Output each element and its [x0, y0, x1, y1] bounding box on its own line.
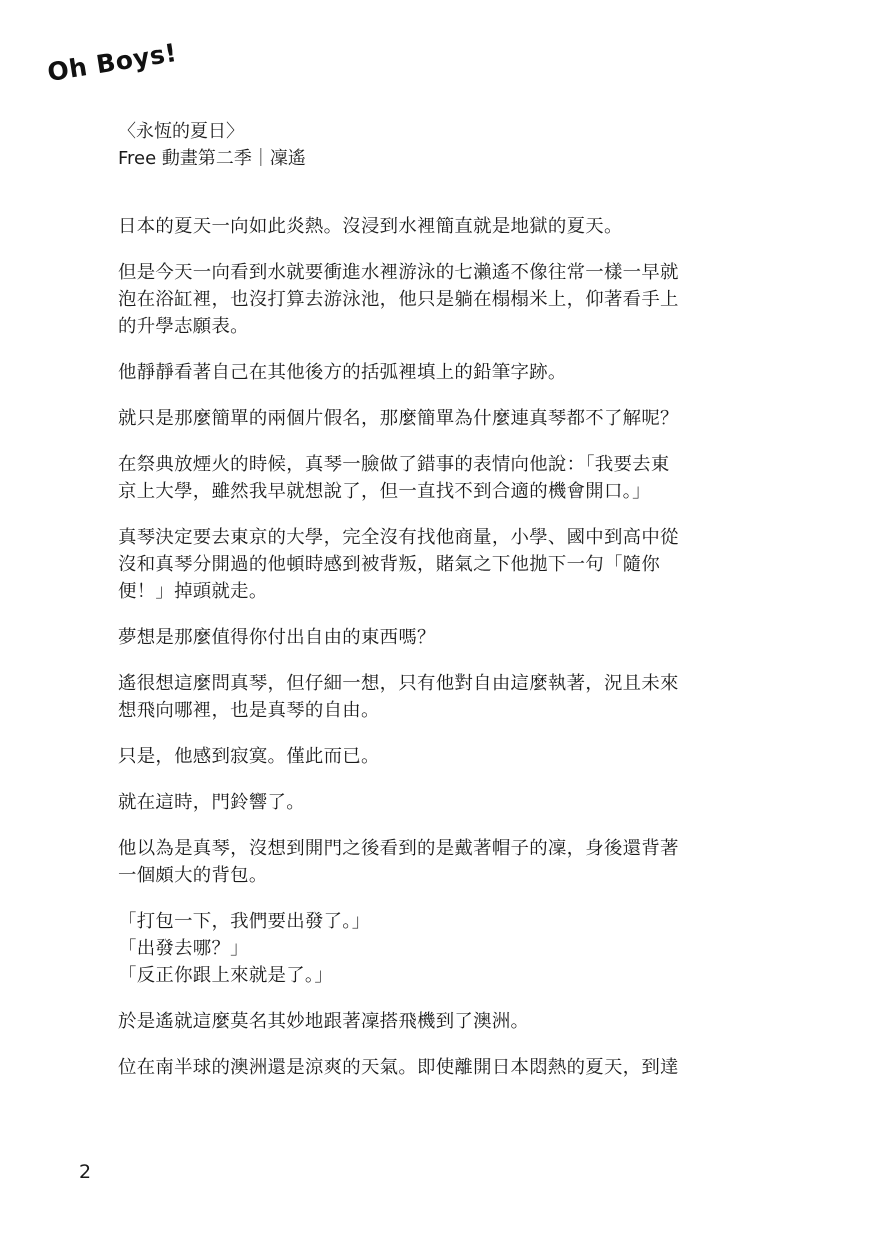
paragraph-line: 真琴決定要去東京的大學，完全沒有找他商量，小學、國中到高中從 — [118, 527, 679, 548]
paragraph-line: 「打包一下，我們要出發了。」 — [118, 911, 371, 932]
story-header — [118, 118, 306, 172]
paragraph-line: 日本的夏天一向如此炎熱。沒浸到水裡簡直就是地獄的夏天。 — [118, 216, 623, 237]
paragraph-line: 就只是那麼簡單的兩個片假名，那麼簡單為什麼連真琴都不了解呢？ — [118, 408, 679, 429]
paragraph-line: 夢想是那麼值得你付出自由的東西嗎？ — [118, 627, 436, 648]
paragraph-line: 遙很想這麼問真琴，但仔細一想，只有他對自由這麼執著，況且未來 — [118, 673, 679, 694]
paragraph — [118, 1054, 758, 1081]
paragraph-line: 京上大學，雖然我早就想說了，但一直找不到合適的機會開口。」 — [118, 481, 651, 502]
paragraph-line: 「出發去哪？」 — [118, 938, 249, 959]
paragraph — [118, 405, 758, 432]
paragraph — [118, 259, 758, 340]
paragraph-line: 他以為是真琴，沒想到開門之後看到的是戴著帽子的凜，身後還背著 — [118, 838, 679, 859]
paragraph — [118, 1008, 758, 1035]
page-number: 2 — [79, 1161, 92, 1183]
story-subtitle: Free 動畫第二季｜凜遙 — [118, 148, 306, 169]
paragraph-line: 想飛向哪裡，也是真琴的自由。 — [118, 700, 380, 721]
paragraph — [118, 624, 758, 651]
paragraph — [118, 451, 758, 505]
paragraph — [118, 670, 758, 724]
paragraph — [118, 908, 758, 989]
paragraph-line: 位在南半球的澳洲還是涼爽的天氣。即使離開日本悶熱的夏天，到達 — [118, 1057, 679, 1078]
paragraph — [118, 835, 758, 889]
paragraph-line: 沒和真琴分開過的他頓時感到被背叛，賭氣之下他拋下一句「隨你 — [118, 554, 661, 575]
paragraph-line: 的升學志願表。 — [118, 316, 249, 337]
paragraph — [118, 524, 758, 605]
paragraph-line: 但是今天一向看到水就要衝進水裡游泳的七瀨遙不像往常一樣一早就 — [118, 262, 679, 283]
paragraph-line: 於是遙就這麼莫名其妙地跟著凜搭飛機到了澳洲。 — [118, 1011, 530, 1032]
paragraph — [118, 213, 758, 240]
paragraph — [118, 789, 758, 816]
story-title: 〈永恆的夏日〉 — [118, 121, 244, 142]
paragraph-line: 在祭典放煙火的時候，真琴一臉做了錯事的表情向他說：「我要去東 — [118, 454, 670, 475]
body-text — [118, 213, 758, 1100]
paragraph-line: 就在這時，門鈴響了。 — [118, 792, 305, 813]
paragraph-line: 一個頗大的背包。 — [118, 865, 268, 886]
paragraph-line: 「反正你跟上來就是了。」 — [118, 965, 334, 986]
paragraph-line: 泡在浴缸裡，也沒打算去游泳池，他只是躺在榻榻米上，仰著看手上 — [118, 289, 679, 310]
logo: Oh Boys! — [45, 37, 179, 87]
paragraph-line: 便！」掉頭就走。 — [118, 581, 268, 602]
paragraph — [118, 743, 758, 770]
paragraph-line: 只是，他感到寂寞。僅此而已。 — [118, 746, 380, 767]
paragraph — [118, 359, 758, 386]
paragraph-line: 他靜靜看著自己在其他後方的括弧裡填上的鉛筆字跡。 — [118, 362, 567, 383]
